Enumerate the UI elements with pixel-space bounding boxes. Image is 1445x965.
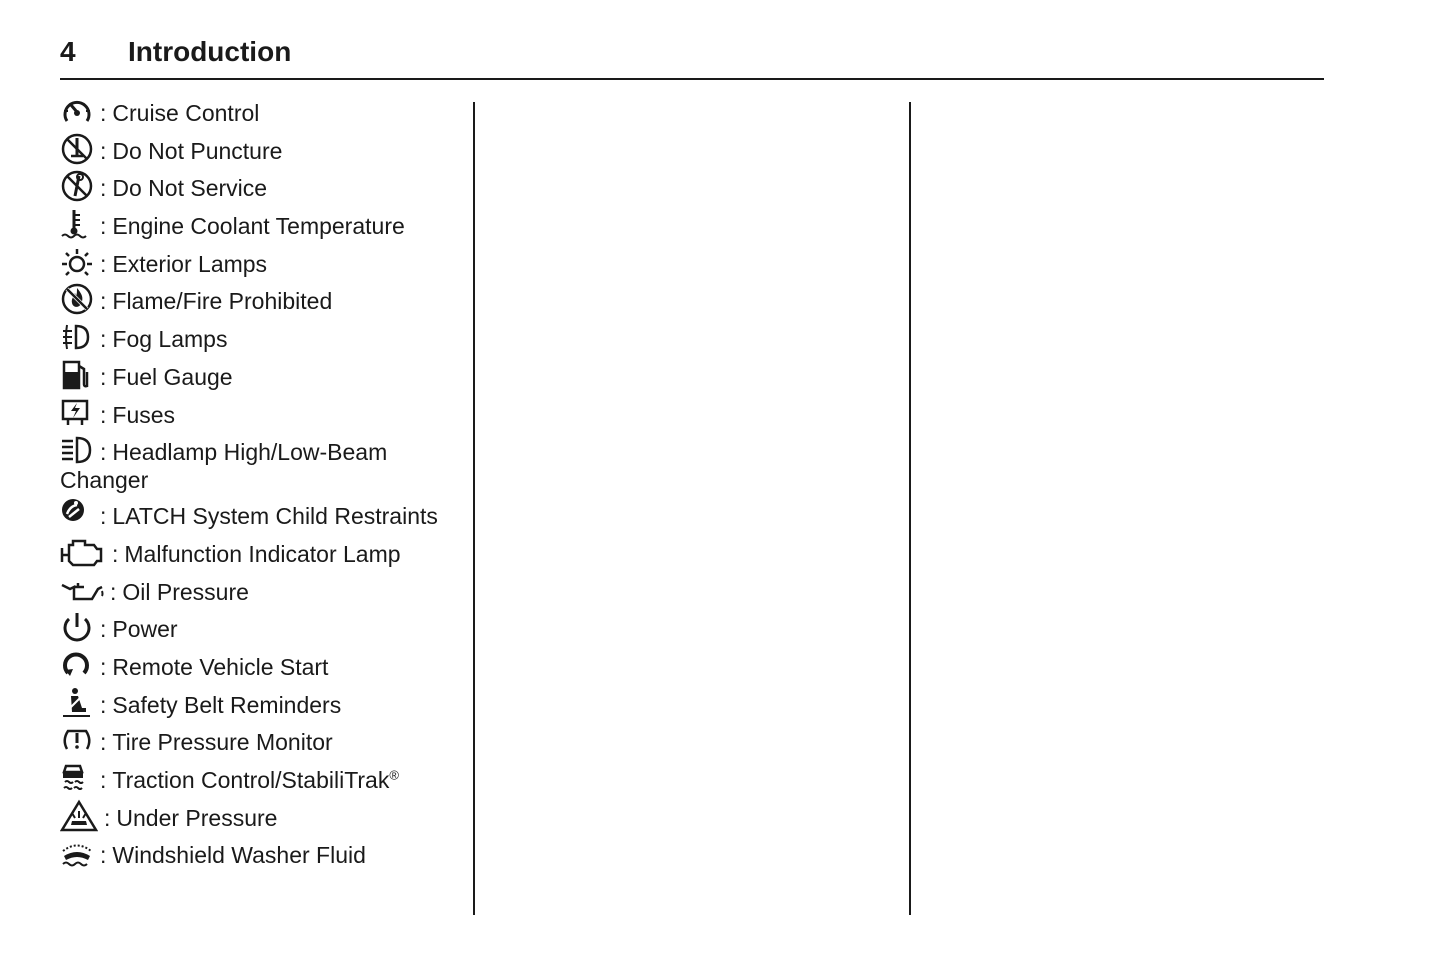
symbol-label: Do Not Puncture [112,137,283,164]
engine-malfunction-icon [60,535,106,569]
list-item: : Engine Coolant Temperature [60,213,460,251]
list-item: : Do Not Puncture [60,138,460,176]
symbol-label: Under Pressure [116,804,278,831]
do-not-service-icon [60,169,94,203]
washer-fluid-icon [60,836,94,870]
symbol-label-continuation: Changer [60,467,149,494]
list-item: : Remote Vehicle Start [60,654,460,692]
symbol-label: Windshield Washer Fluid [112,842,366,869]
list-item: : Windshield Washer Fluid [60,842,460,880]
symbol-label: LATCH System Child Restraints [112,503,438,530]
latch-child-restraint-icon [60,497,94,531]
cruise-control-icon [60,94,94,128]
list-item: : Fuel Gauge [60,364,460,402]
symbol-label: Engine Coolant Temperature [112,213,405,240]
symbol-label: Flame/Fire Prohibited [112,288,333,315]
flame-prohibited-icon [60,282,94,316]
list-item: : Tire Pressure Monitor [60,729,460,767]
symbol-label: Exterior Lamps [112,250,268,277]
list-item: : LATCH System Child Restraints [60,503,460,541]
symbol-label: Malfunction Indicator Lamp [124,540,401,567]
tire-pressure-icon [60,723,94,757]
engine-coolant-temperature-icon [60,207,94,241]
symbol-label: Traction Control/StabiliTrak® [112,767,399,793]
symbol-label: Oil Pressure [122,578,249,605]
list-item: : Under Pressure [60,805,460,843]
symbol-label: Fog Lamps [112,326,228,353]
list-item: : Cruise Control [60,100,460,138]
oil-pressure-icon [60,573,104,607]
column-divider [909,102,911,915]
list-item: : Fuses [60,402,460,440]
page-title: Introduction [128,36,292,67]
symbol-label: Remote Vehicle Start [112,653,329,680]
safety-belt-icon [60,686,94,720]
list-item: : Do Not Service [60,175,460,213]
page-header [60,30,1324,80]
symbol-label: Headlamp High/Low-Beam [112,439,388,466]
traction-control-icon [60,761,94,795]
symbol-label: Fuses [112,401,176,428]
do-not-puncture-icon [60,132,94,166]
column-divider [473,102,475,915]
exterior-lamps-icon [60,245,94,279]
list-item: : Traction Control/StabiliTrak® [60,767,460,805]
list-item: : Exterior Lamps [60,251,460,289]
symbol-label: Safety Belt Reminders [112,691,342,718]
list-item: : Malfunction Indicator Lamp [60,541,460,579]
power-icon [60,610,94,644]
symbol-label: Tire Pressure Monitor [112,729,333,756]
list-item: : Headlamp High/Low-Beam Changer [60,439,460,503]
symbol-label: Do Not Service [112,175,268,202]
fuel-gauge-icon [60,358,94,392]
symbol-label: Cruise Control [112,100,260,126]
fuses-icon [60,396,94,430]
remote-start-icon [60,648,94,682]
list-item: : Flame/Fire Prohibited [60,288,460,326]
symbol-label: Fuel Gauge [112,363,233,390]
list-item: : Fog Lamps [60,326,460,364]
list-item: : Power [60,616,460,654]
headlamp-beam-icon [60,433,94,467]
page-number: 4 [60,36,76,67]
symbol-label: Power [112,616,178,643]
symbol-list [60,100,460,880]
under-pressure-icon [60,799,98,833]
list-item: : Oil Pressure [60,579,460,617]
list-item: : Safety Belt Reminders [60,692,460,730]
fog-lamps-icon [60,320,94,354]
